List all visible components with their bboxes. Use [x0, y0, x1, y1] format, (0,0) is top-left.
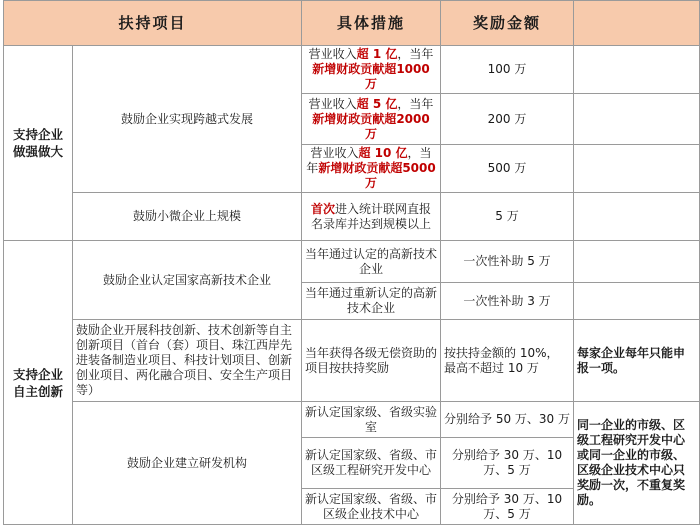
- reward-rd-engineering-center: 分别给予 30 万、10 万、5 万: [441, 438, 574, 489]
- reward-rd-tech-center: 分别给予 30 万、10 万、5 万: [441, 489, 574, 525]
- note-empty: [574, 145, 700, 193]
- header-note: [574, 1, 700, 46]
- reward-rd-lab: 分别给予 50 万、30 万: [441, 402, 574, 438]
- project-rd-institution: 鼓励企业建立研发机构: [73, 402, 302, 525]
- reward-leap-tier-3: 500 万: [441, 145, 574, 193]
- measure-rd-engineering-center: 新认定国家级、省级、市区级工程研究开发中心: [302, 438, 441, 489]
- category-strong: 支持企业做强做大: [4, 46, 73, 241]
- project-hightech: 鼓励企业认定国家高新技术企业: [73, 241, 302, 320]
- project-leap: 鼓励企业实现跨越式发展: [73, 46, 302, 193]
- table-row: [4, 46, 700, 94]
- note-empty: [574, 283, 700, 320]
- measure-hightech-new: 当年通过认定的高新技术企业: [302, 241, 441, 283]
- measure-leap-tier-1: 营业收入超 1 亿，当年新增财政贡献超1000 万: [302, 46, 441, 94]
- support-policy-table: [3, 0, 700, 525]
- measure-rd-lab: 新认定国家级、省级实验室: [302, 402, 441, 438]
- note-empty: [574, 94, 700, 145]
- category-innovate: 支持企业自主创新: [4, 241, 73, 525]
- reward-sci-innovation: 按扶持金额的 10%，最高不超过 10 万: [441, 320, 574, 402]
- note-rd-institution: 同一企业的市级、区级工程研究开发中心或同一企业的市级、区级企业技术中心只奖励一次，不重复奖励。: [574, 402, 700, 525]
- measure-rd-tech-center: 新认定国家级、省级、市区级企业技术中心: [302, 489, 441, 525]
- reward-hightech-renew: 一次性补助 3 万: [441, 283, 574, 320]
- header-reward: 奖励金额: [441, 1, 574, 46]
- measure-hightech-renew: 当年通过重新认定的高新技术企业: [302, 283, 441, 320]
- note-empty: [574, 46, 700, 94]
- reward-micro: 5 万: [441, 193, 574, 241]
- measure-leap-tier-2: 营业收入超 5 亿，当年新增财政贡献超2000 万: [302, 94, 441, 145]
- note-empty: [574, 241, 700, 283]
- table-row: [4, 241, 700, 283]
- reward-leap-tier-2: 200 万: [441, 94, 574, 145]
- measure-leap-tier-3: 营业收入超 10 亿，当年新增财政贡献超5000 万: [302, 145, 441, 193]
- reward-hightech-new: 一次性补助 5 万: [441, 241, 574, 283]
- table-row: [4, 320, 700, 402]
- measure-micro: 首次进入统计联网直报名录库并达到规模以上: [302, 193, 441, 241]
- measure-sci-innovation: 当年获得各级无偿资助的项目按扶持奖励: [302, 320, 441, 402]
- header-project: 扶持项目: [4, 1, 302, 46]
- table-row: [4, 193, 700, 241]
- table-row: [4, 402, 700, 438]
- project-sci-innovation: 鼓励企业开展科技创新、技术创新等自主创新项目（首台（套）项目、珠江西岸先进装备制造业项目、科技计划项目、创新创业项目、两化融合项目、安全生产项目等）: [73, 320, 302, 402]
- reward-leap-tier-1: 100 万: [441, 46, 574, 94]
- note-empty: [574, 193, 700, 241]
- note-sci-innovation: 每家企业每年只能申报一项。: [574, 320, 700, 402]
- project-micro: 鼓励小微企业上规模: [73, 193, 302, 241]
- header-row: [4, 1, 700, 46]
- header-measure: 具体措施: [302, 1, 441, 46]
